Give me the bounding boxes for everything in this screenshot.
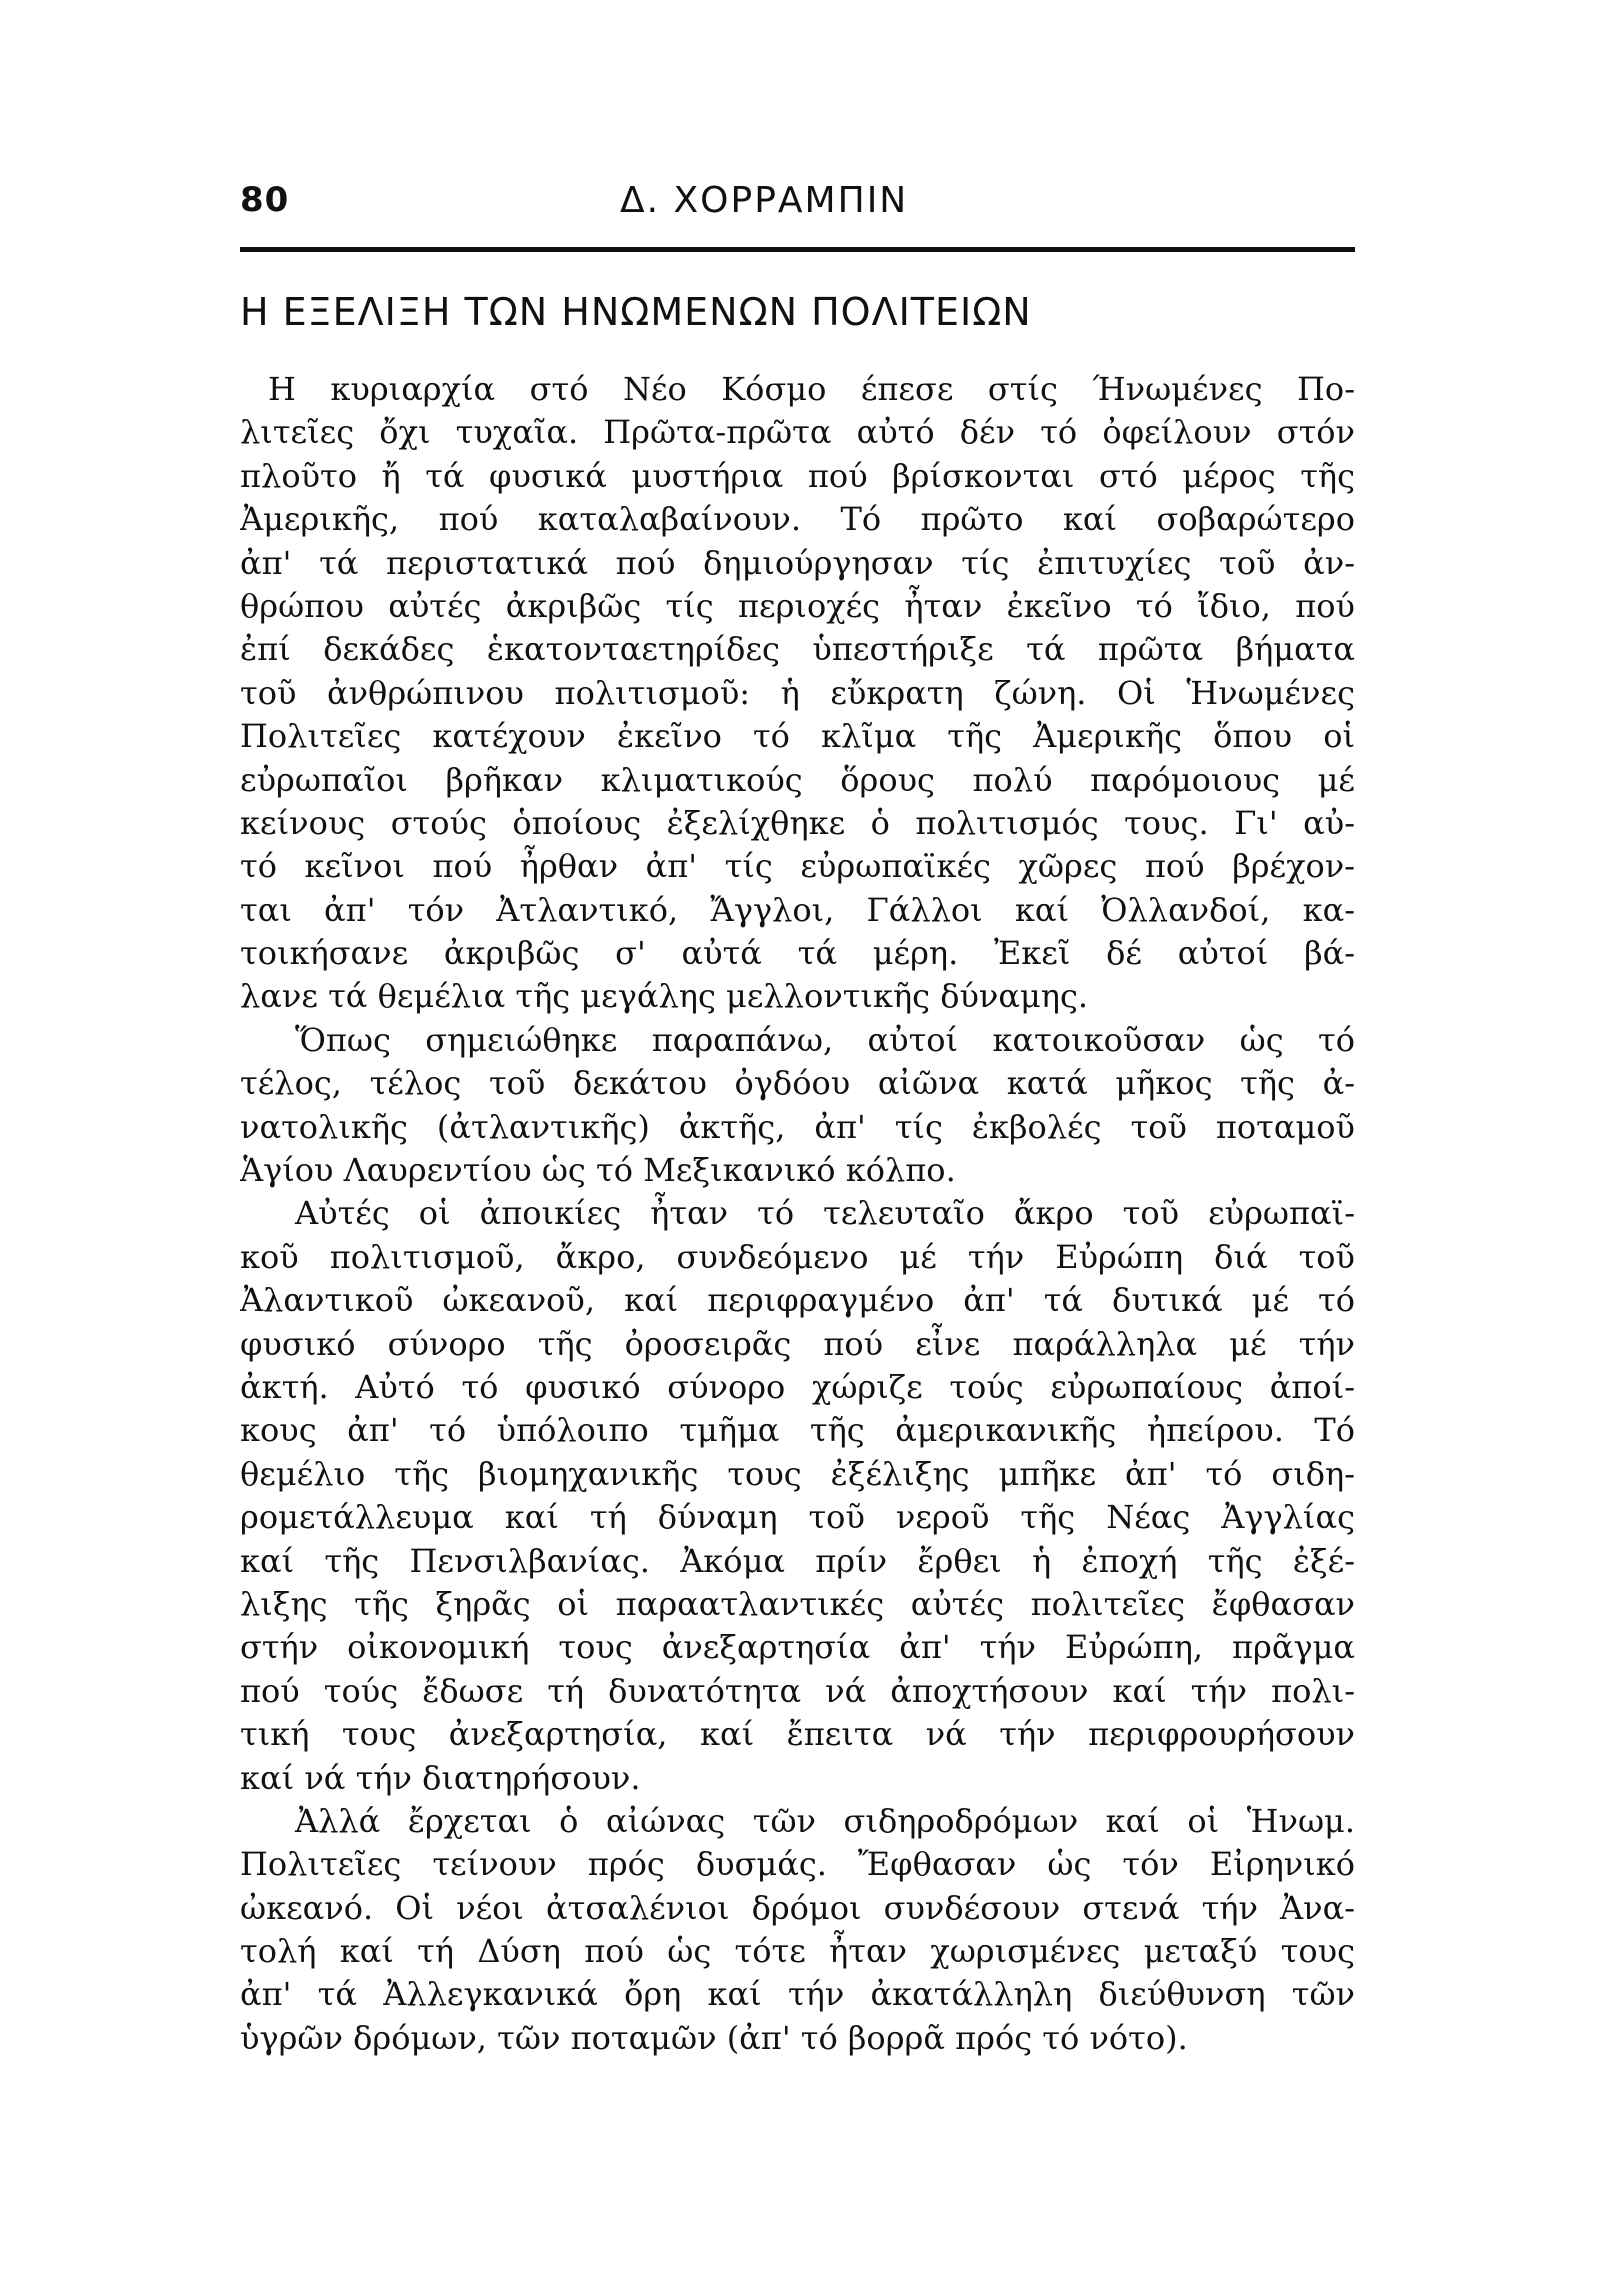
- text-line: ρομετάλλευμα καί τή δύναμη τοῦ νεροῦ τῆς Νέας Ἀγγλίας: [240, 1498, 1355, 1537]
- text-line: τό κεῖνοι πού ἦρθαν ἀπ' τίς εὐρωπαϊκές χῶρες πού βρέχον-: [240, 847, 1355, 886]
- paragraph: [240, 1800, 1355, 2060]
- text-line: ὠκεανό. Οἱ νέοι ἀτσαλένιοι δρόμοι συνδέσουν στενά τήν Ἀνα-: [240, 1888, 1355, 1927]
- text-line: ἐπί δεκάδες ἑκατονταετηρίδες ὑπεστήριξε τά πρῶτα βήματα: [240, 630, 1355, 669]
- text-line: Πολιτεῖες κατέχουν ἐκεῖνο τό κλῖμα τῆς Ἀμερικῆς ὅπου οἱ: [240, 717, 1355, 756]
- text-line: Ἀλαντικοῦ ὠκεανοῦ, καί περιφραγμένο ἀπ' τά δυτικά μέ τό: [240, 1281, 1355, 1320]
- text-line: στήν οἰκονομική τους ἀνεξαρτησία ἀπ' τήν Εὐρώπη, πρᾶγμα: [240, 1628, 1355, 1667]
- text-line: ὑγρῶν δρόμων, τῶν ποταμῶν (ἀπ' τό βορρᾶ πρός τό νότο).: [240, 2018, 1188, 2057]
- text-line: εὐρωπαῖοι βρῆκαν κλιματικούς ὅρους πολύ παρόμοιους μέ: [240, 760, 1355, 799]
- text-line: λιξης τῆς ξηρᾶς οἱ παραατλαντικές αὐτές πολιτεῖες ἔφθασαν: [240, 1584, 1355, 1623]
- text-line: κοῦ πολιτισμοῦ, ἄκρο, συνδεόμενο μέ τήν Εὐρώπη διά τοῦ: [240, 1237, 1355, 1276]
- text-line: πλοῦτο ἤ τά φυσικά μυστήρια πού βρίσκονται στό μέρος τῆς: [240, 456, 1355, 495]
- text-line: ἀπ' τά Ἀλλεγκανικά ὄρη καί τήν ἀκατάλληλη διεύθυνση τῶν: [240, 1975, 1355, 2014]
- text-line: θρώπου αὐτές ἀκριβῶς τίς περιοχές ἦταν ἐκεῖνο τό ἴδιο, πού: [240, 586, 1355, 625]
- text-line: φυσικό σύνορο τῆς ὀροσειρᾶς πού εἶνε παράλληλα μέ τήν: [240, 1324, 1355, 1363]
- text-line: Ἀλλά ἔρχεται ὁ αἰώνας τῶν σιδηροδρόμων καί οἱ Ἡνωμ.: [295, 1801, 1355, 1840]
- text-line: Ὅπως σημειώθηκε παραπάνω, αὐτοί κατοικοῦσαν ὡς τό: [295, 1020, 1355, 1059]
- text-line: Ἁγίου Λαυρεντίου ὡς τό Μεξικανικό κόλπο.: [240, 1151, 956, 1190]
- paragraph: [240, 1192, 1355, 1799]
- paragraph: [240, 1019, 1355, 1193]
- text-line: τοικήσανε ἀκριβῶς σ' αὐτά τά μέρη. Ἐκεῖ δέ αὐτοί βά-: [240, 934, 1355, 973]
- text-line: τέλος, τέλος τοῦ δεκάτου ὀγδόου αἰῶνα κατά μῆκος τῆς ἀ-: [240, 1064, 1355, 1103]
- text-line: καί τῆς Πενσιλβανίας. Ἀκόμα πρίν ἔρθει ἡ ἐποχή τῆς ἐξέ-: [240, 1541, 1355, 1580]
- text-line: λανε τά θεμέλια τῆς μεγάλης μελλοντικῆς δύναμης.: [240, 977, 1089, 1016]
- running-head: [240, 180, 1355, 240]
- text-line: καί νά τήν διατηρήσουν.: [240, 1758, 641, 1797]
- text-line: Πολιτεῖες τείνουν πρός δυσμάς. Ἔφθασαν ὡς τόν Εἰρηνικό: [240, 1845, 1355, 1884]
- text-line: λιτεῖες ὄχι τυχαῖα. Πρῶτα-πρῶτα αὐτό δέν τό ὀφείλουν στόν: [240, 413, 1355, 452]
- text-line: τική τους ἀνεξαρτησία, καί ἔπειτα νά τήν περιφρουρήσουν: [240, 1715, 1355, 1754]
- text-line: θεμέλιο τῆς βιομηχανικῆς τους ἐξέλιξης μπῆκε ἀπ' τό σιδη-: [240, 1454, 1355, 1493]
- text-line: Η κυριαρχία στό Νέο Κόσμο έπεσε στίς Ήνωμένες Πο-: [268, 370, 1355, 408]
- running-title: Δ. ΧΟΡΡΑΜΠΙΝ: [620, 180, 909, 221]
- paragraph: [240, 368, 1355, 1019]
- text-line: νατολικῆς (ἀτλαντικῆς) ἀκτῆς, ἀπ' τίς ἐκβολές τοῦ ποταμοῦ: [240, 1107, 1355, 1146]
- body-text: [240, 368, 1355, 2060]
- text-line: Αὐτές οἱ ἀποικίες ἦταν τό τελευταῖο ἄκρο τοῦ εὐρωπαϊ-: [295, 1194, 1355, 1233]
- text-line: τολή καί τή Δύση πού ὡς τότε ἦταν χωρισμένες μεταξύ τους: [240, 1932, 1355, 1971]
- text-line: ται ἀπ' τόν Ἀτλαντικό, Ἄγγλοι, Γάλλοι καί Ὀλλανδοί, κα-: [240, 890, 1355, 929]
- text-line: ἀκτή. Αὐτό τό φυσικό σύνορο χώριζε τούς εὐρωπαίους ἀποί-: [240, 1367, 1355, 1406]
- chapter-title: Η ΕΞΕΛΙΞΗ ΤΩΝ ΗΝΩΜΕΝΩΝ ΠΟΛΙΤΕΙΩΝ: [240, 290, 1032, 334]
- text-line: Ἀμερικῆς, πού καταλαβαίνουν. Τό πρῶτο καί σοβαρώτερο: [240, 500, 1355, 539]
- page-number: 80: [240, 180, 290, 220]
- header-rule: [240, 247, 1355, 252]
- text-line: τοῦ ἀνθρώπινου πολιτισμοῦ: ἡ εὔκρατη ζώνη. Οἱ Ἡνωμένες: [240, 673, 1355, 712]
- text-line: πού τούς ἔδωσε τή δυνατότητα νά ἀποχτήσουν καί τήν πολι-: [240, 1671, 1355, 1710]
- text-line: κους ἀπ' τό ὑπόλοιπο τμῆμα τῆς ἀμερικανικῆς ἠπείρου. Τό: [240, 1411, 1355, 1450]
- text-line: ἀπ' τά περιστατικά πού δημιούργησαν τίς ἐπιτυχίες τοῦ ἀν-: [240, 543, 1355, 582]
- text-line: κείνους στούς ὁποίους ἐξελίχθηκε ὁ πολιτισμός τους. Γι' αὐ-: [240, 803, 1355, 842]
